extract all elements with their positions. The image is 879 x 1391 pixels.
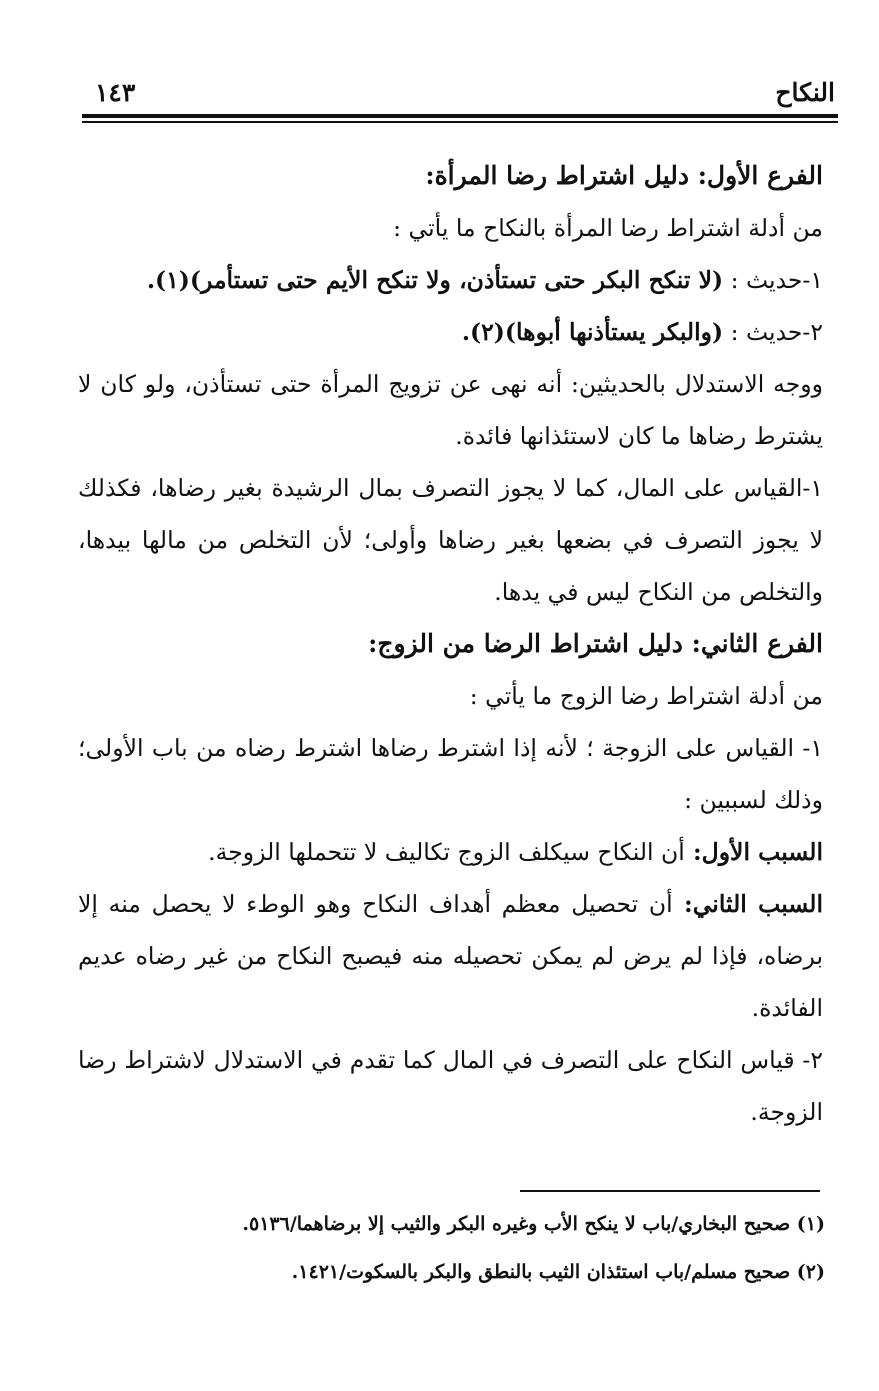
hadith-2-prefix: ٢-حديث :: [723, 318, 823, 346]
reason-1-text: أن النكاح سيكلف الزوج تكاليف لا تتحملها الزوجة.: [208, 838, 685, 866]
page-header: [95, 78, 835, 108]
inference-paragraph: ووجه الاستدلال بالحديثين: أنه نهى عن تزويج المرأة حتى تستأذن، ولو كان لا يشترط رضاها ما كان لاستئذانها فائدة.: [78, 370, 823, 450]
hadith-2-text: (والبكر يستأذنها أبوها)(٢).: [461, 318, 724, 346]
body-text: [78, 150, 823, 1138]
hadith-1: [78, 254, 823, 306]
running-head: النكاح: [775, 78, 835, 107]
reason-2-label: السبب الثاني:: [672, 890, 823, 918]
footnotes: [150, 1200, 825, 1296]
reason-2: [78, 878, 823, 1034]
footnote-1: (١) صحيح البخاري/باب لا ينكح الأب وغيره البكر والثيب إلا برضاهما/٥١٣٦.: [242, 1213, 825, 1235]
analogy-paragraph-1: ١-القياس على المال، كما لا يجوز التصرف بمال الرشيدة بغير رضاها، فكذلك لا يجوز التصرف في بضعها بغير رضاها وأولى؛ لأن التخلص من مالها بيدها، والتخلص من النكاح ليس في يدها.: [78, 474, 823, 606]
section-heading-1: الفرع الأول: دليل اشتراط رضا المرأة:: [425, 161, 823, 190]
footnote-2: (٢) صحيح مسلم/باب استئذان الثيب بالنطق والبكر بالسكوت/١٤٢١.: [291, 1261, 825, 1283]
reason-1: [78, 826, 823, 878]
page-number: ١٤٣: [95, 78, 136, 107]
footnote-rule: [520, 1190, 820, 1192]
hadith-2: [78, 306, 823, 358]
analogy-paragraph-2: ٢- قياس النكاح على التصرف في المال كما تقدم في الاستدلال لاشتراط رضا الزوجة.: [78, 1046, 823, 1126]
header-rule-thick: [82, 114, 838, 118]
hadith-1-prefix: ١-حديث :: [723, 266, 823, 294]
reason-2-text: أن تحصيل معظم أهداف النكاح وهو الوطء لا يحصل منه إلا برضاه، فإذا لم يرض لم يمكن تحصيله منه فيصبح النكاح من غير رضاه عديم الفائدة.: [78, 890, 823, 1022]
section-heading-2: الفرع الثاني: دليل اشتراط الرضا من الزوج:: [368, 629, 823, 658]
intro-paragraph-2: من أدلة اشتراط رضا الزوج ما يأتي :: [469, 682, 823, 710]
analogy-wife-paragraph: ١- القياس على الزوجة ؛ لأنه إذا اشترط رضاها اشترط رضاه من باب الأولى؛ وذلك لسببين :: [78, 734, 823, 814]
reason-1-label: السبب الأول:: [684, 838, 823, 866]
hadith-1-text: (لا تنكح البكر حتى تستأذن، ولا تنكح الأيم حتى تستأمر)(١).: [146, 266, 724, 294]
intro-paragraph-1: من أدلة اشتراط رضا المرأة بالنكاح ما يأتي :: [393, 214, 823, 242]
header-rule-thin: [82, 121, 838, 123]
